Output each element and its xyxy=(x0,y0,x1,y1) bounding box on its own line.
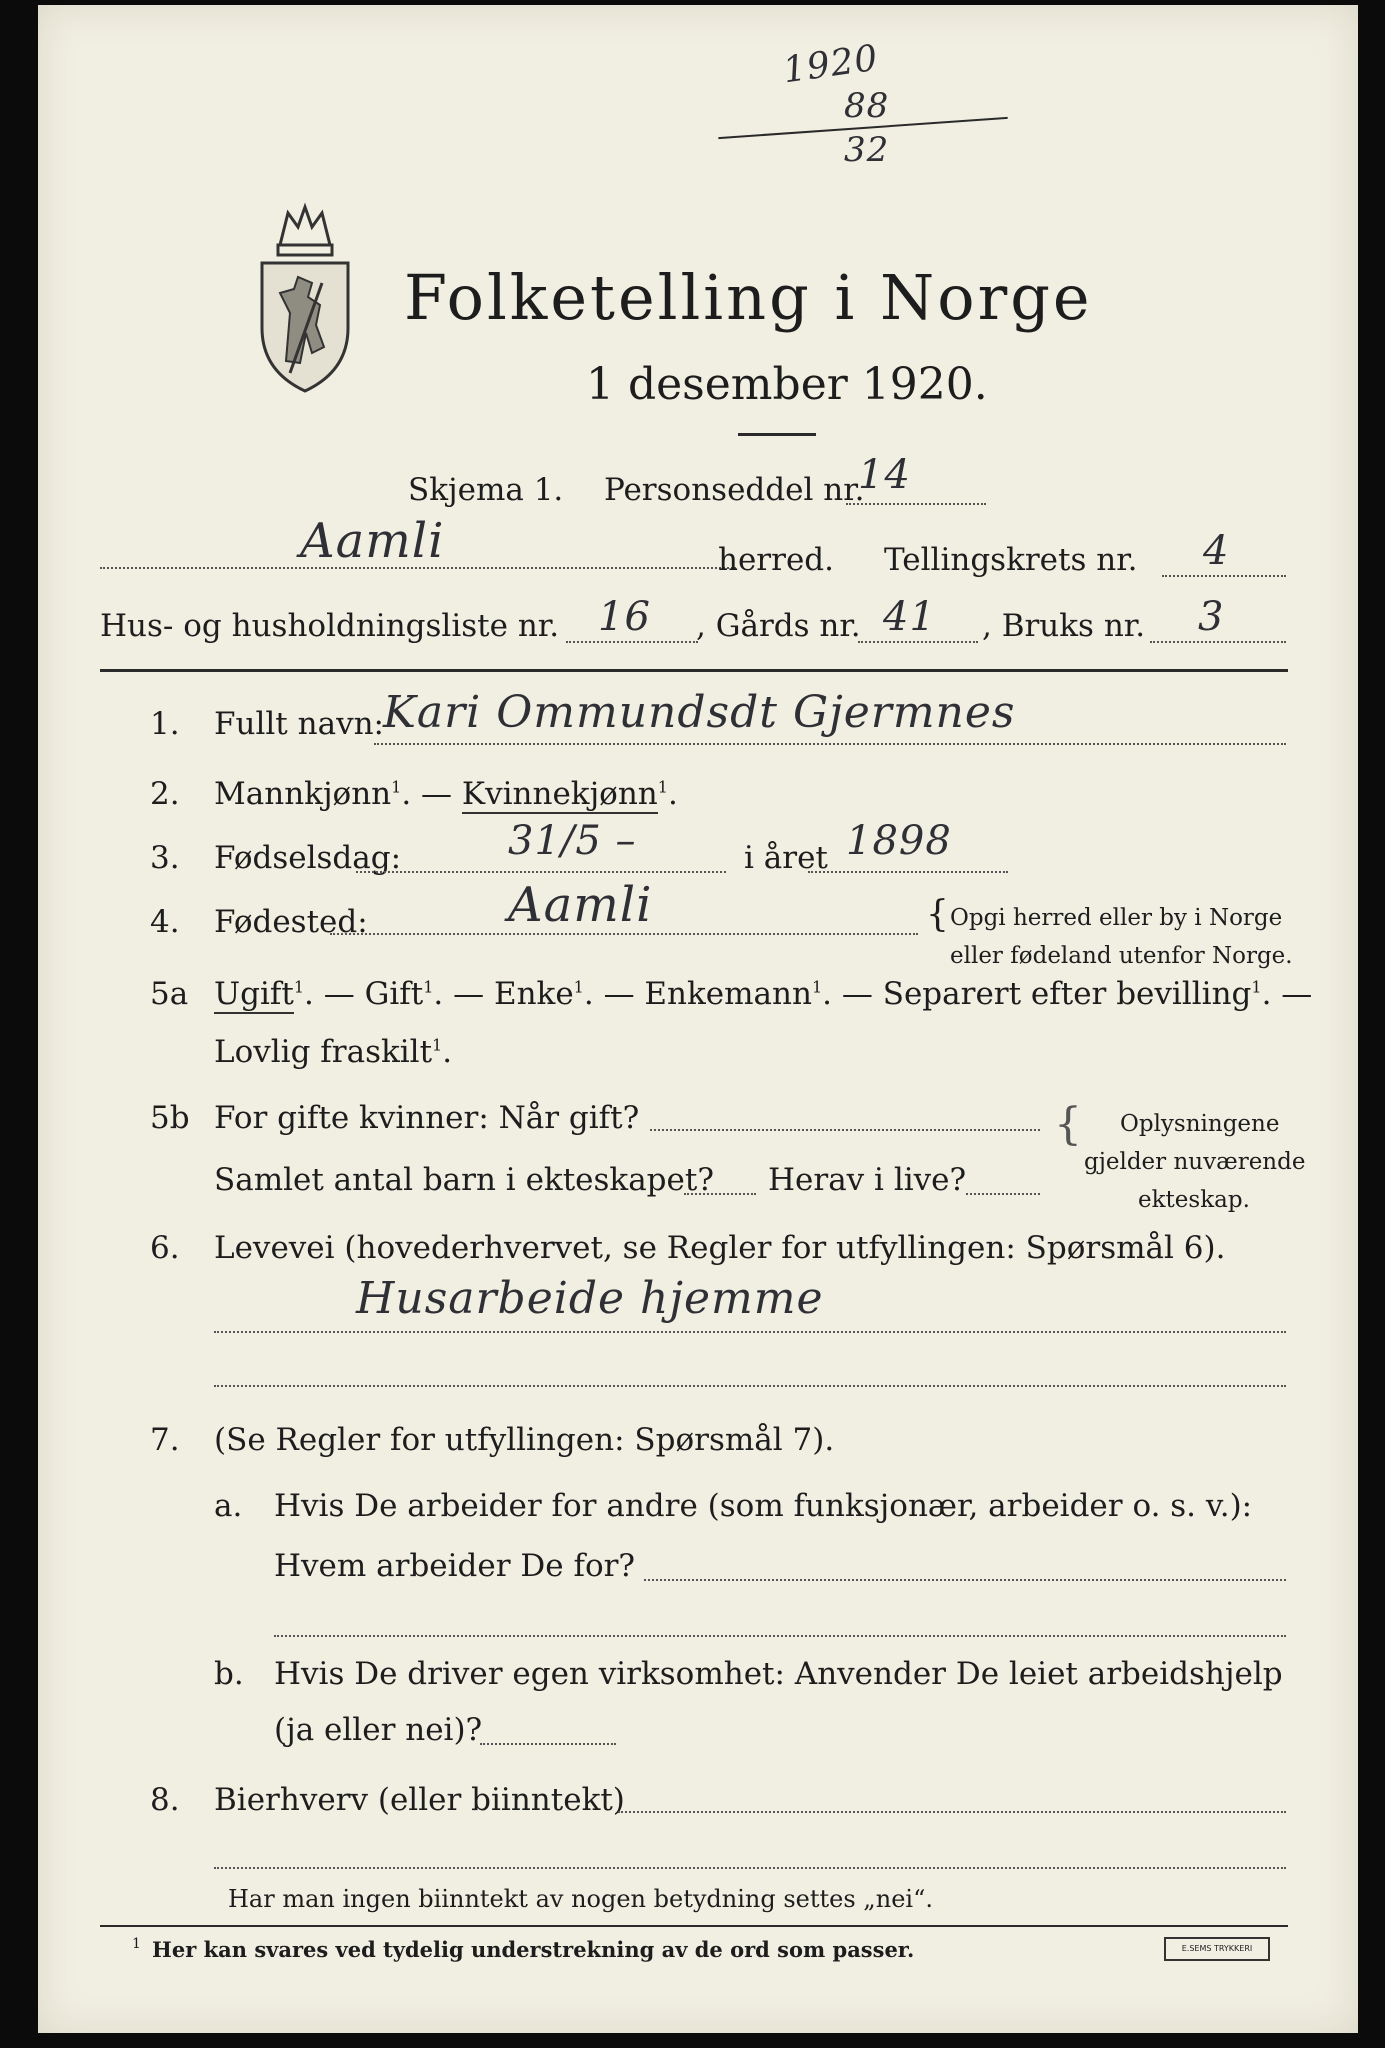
separert-option[interactable]: Separert efter bevilling xyxy=(882,976,1252,1012)
personseddel-value[interactable]: 14 xyxy=(858,452,911,498)
male-option[interactable]: Mannkjønn xyxy=(214,776,392,812)
footer-divider xyxy=(100,1925,1288,1927)
birthplace-brace: { xyxy=(926,894,949,935)
employer-label: Hvem arbeider De for? xyxy=(274,1548,636,1584)
q7b-number: b. xyxy=(214,1656,244,1692)
census-date: 1 desember 1920. xyxy=(586,359,988,410)
full-name-value[interactable]: Kari Ommundsdt Gjermnes xyxy=(383,687,1016,738)
birthplace-value[interactable]: Aamli xyxy=(508,877,653,933)
side-income-dotted-line-1 xyxy=(618,1811,1286,1813)
census-form-page xyxy=(38,5,1358,2033)
footnote-marker: 1 xyxy=(132,1936,141,1952)
q4-label: Fødested: xyxy=(214,904,368,940)
gift-option[interactable]: Gift xyxy=(364,976,424,1012)
q7-number: 7. xyxy=(150,1422,180,1458)
enkemann-option[interactable]: Enkemann xyxy=(644,976,812,1012)
q8-number: 8. xyxy=(150,1782,180,1818)
gards-dotted-line xyxy=(858,641,978,643)
ugift-option[interactable]: Ugift xyxy=(214,976,294,1012)
tellingskrets-value[interactable]: 4 xyxy=(1203,528,1230,574)
q2-number: 2. xyxy=(150,776,180,812)
enke-option[interactable]: Enke xyxy=(493,976,574,1012)
birth-year-dotted-line xyxy=(808,871,1008,873)
birthday-dotted-line xyxy=(356,871,726,873)
q1-label: Fullt navn: xyxy=(214,706,384,742)
gards-label: , Gårds nr. xyxy=(696,608,861,644)
herred-label: herred. xyxy=(718,542,834,578)
archive-mark-number: 88 xyxy=(844,86,890,126)
birthplace-note-1: Opgi herred eller by i Norge xyxy=(950,905,1283,931)
archive-mark-year: 1920 xyxy=(780,37,881,92)
header-divider xyxy=(100,669,1288,672)
bruks-dotted-line xyxy=(1150,641,1286,643)
husholdningsliste-label: Hus- og husholdningsliste nr. xyxy=(100,608,560,644)
birth-year-value[interactable]: 1898 xyxy=(846,818,952,864)
q7a-number: a. xyxy=(214,1488,243,1524)
q3-number: 3. xyxy=(150,840,180,876)
bruks-label: , Bruks nr. xyxy=(982,608,1146,644)
hired-help-label: (ja eller nei)? xyxy=(274,1712,483,1748)
marriage-note-1: Oplysningene xyxy=(1120,1111,1280,1137)
q7b-text: Hvis De driver egen virksomhet: Anvender De leiet arbeidshjelp xyxy=(274,1656,1283,1692)
occupation-dotted-line-1 xyxy=(214,1331,1286,1333)
q3-label: Fødselsdag: xyxy=(214,840,402,876)
employer-dotted-line-2 xyxy=(274,1635,1286,1637)
occupation-label: Levevei (hovederhvervet, se Regler for utfyllingen: Spørsmål 6). xyxy=(214,1230,1226,1266)
archive-mark-subnumber: 32 xyxy=(844,130,890,170)
female-option[interactable]: Kvinnekjønn xyxy=(461,776,658,812)
married-when-dotted-line xyxy=(650,1129,1040,1131)
husholdningsliste-dotted-line xyxy=(566,641,698,643)
gards-value[interactable]: 41 xyxy=(883,594,936,640)
birth-year-label: i året xyxy=(744,840,828,876)
norwegian-coat-of-arms-icon xyxy=(250,193,360,393)
fraskilt-line: Lovlig fraskilt$^1$. xyxy=(214,1034,453,1070)
marital-status-options: Ugift$^1$. — Gift$^1$. — Enke$^1$. — Enkemann$^1$. — Separert efter bevilling$^1$. — xyxy=(214,976,1313,1012)
fraskilt-option[interactable]: Lovlig fraskilt xyxy=(214,1034,433,1070)
side-income-label: Bierhverv (eller biinntekt) xyxy=(214,1782,625,1818)
occupation-dotted-line-2 xyxy=(214,1385,1286,1387)
personseddel-label: Personseddel nr. xyxy=(604,472,865,508)
title-divider xyxy=(738,433,816,436)
printer-stamp: E.SEMS TRYKKERI xyxy=(1164,1937,1270,1961)
married-when-label: For gifte kvinner: Når gift? xyxy=(214,1100,640,1136)
hired-help-dotted-line xyxy=(480,1743,616,1745)
marriage-note-2: gjelder nuværende xyxy=(1084,1149,1306,1175)
q7a-text: Hvis De arbeider for andre (som funksjonær, arbeider o. s. v.): xyxy=(274,1488,1253,1524)
gender-options: Mannkjønn$^1$. — Kvinnekjønn$^1$. xyxy=(214,776,678,812)
tellingskrets-label: Tellingskrets nr. xyxy=(884,542,1138,578)
herred-value[interactable]: Aamli xyxy=(300,513,445,569)
employer-dotted-line-1 xyxy=(644,1579,1286,1581)
birthday-value[interactable]: 31/5 – xyxy=(508,818,637,864)
full-name-dotted-line xyxy=(374,743,1286,745)
footnote-text: Her kan svares ved tydelig understrekning av de ord som passer. xyxy=(152,1937,915,1962)
personseddel-dotted-line xyxy=(846,503,986,505)
form-title: Folketelling i Norge xyxy=(404,261,1093,334)
children-alive-dotted-line xyxy=(966,1193,1040,1195)
q1-number: 1. xyxy=(150,706,180,742)
q5a-number: 5a xyxy=(150,976,189,1012)
occupation-value[interactable]: Husarbeide hjemme xyxy=(356,1273,824,1324)
birthplace-dotted-line xyxy=(330,933,918,935)
q4-number: 4. xyxy=(150,904,180,940)
side-income-dotted-line-2 xyxy=(214,1867,1286,1869)
children-count-label: Samlet antal barn i ekteskapet? xyxy=(214,1162,714,1198)
children-alive-label: Herav i live? xyxy=(768,1162,967,1198)
tellingskrets-dotted-line xyxy=(1162,575,1286,577)
bruks-value[interactable]: 3 xyxy=(1198,594,1225,640)
schema-label: Skjema 1. xyxy=(408,472,564,508)
birthplace-note-2: eller fødeland utenfor Norge. xyxy=(950,943,1293,969)
q5b-number: 5b xyxy=(150,1100,190,1136)
q7-label: (Se Regler for utfyllingen: Spørsmål 7). xyxy=(214,1422,835,1458)
side-income-note: Har man ingen biinntekt av nogen betydning settes „nei“. xyxy=(228,1885,933,1913)
q6-number: 6. xyxy=(150,1230,180,1266)
husholdningsliste-value[interactable]: 16 xyxy=(598,594,651,640)
marriage-note-brace: { xyxy=(1054,1099,1082,1150)
marriage-note-3: ekteskap. xyxy=(1138,1187,1250,1213)
children-count-dotted-line xyxy=(684,1193,756,1195)
